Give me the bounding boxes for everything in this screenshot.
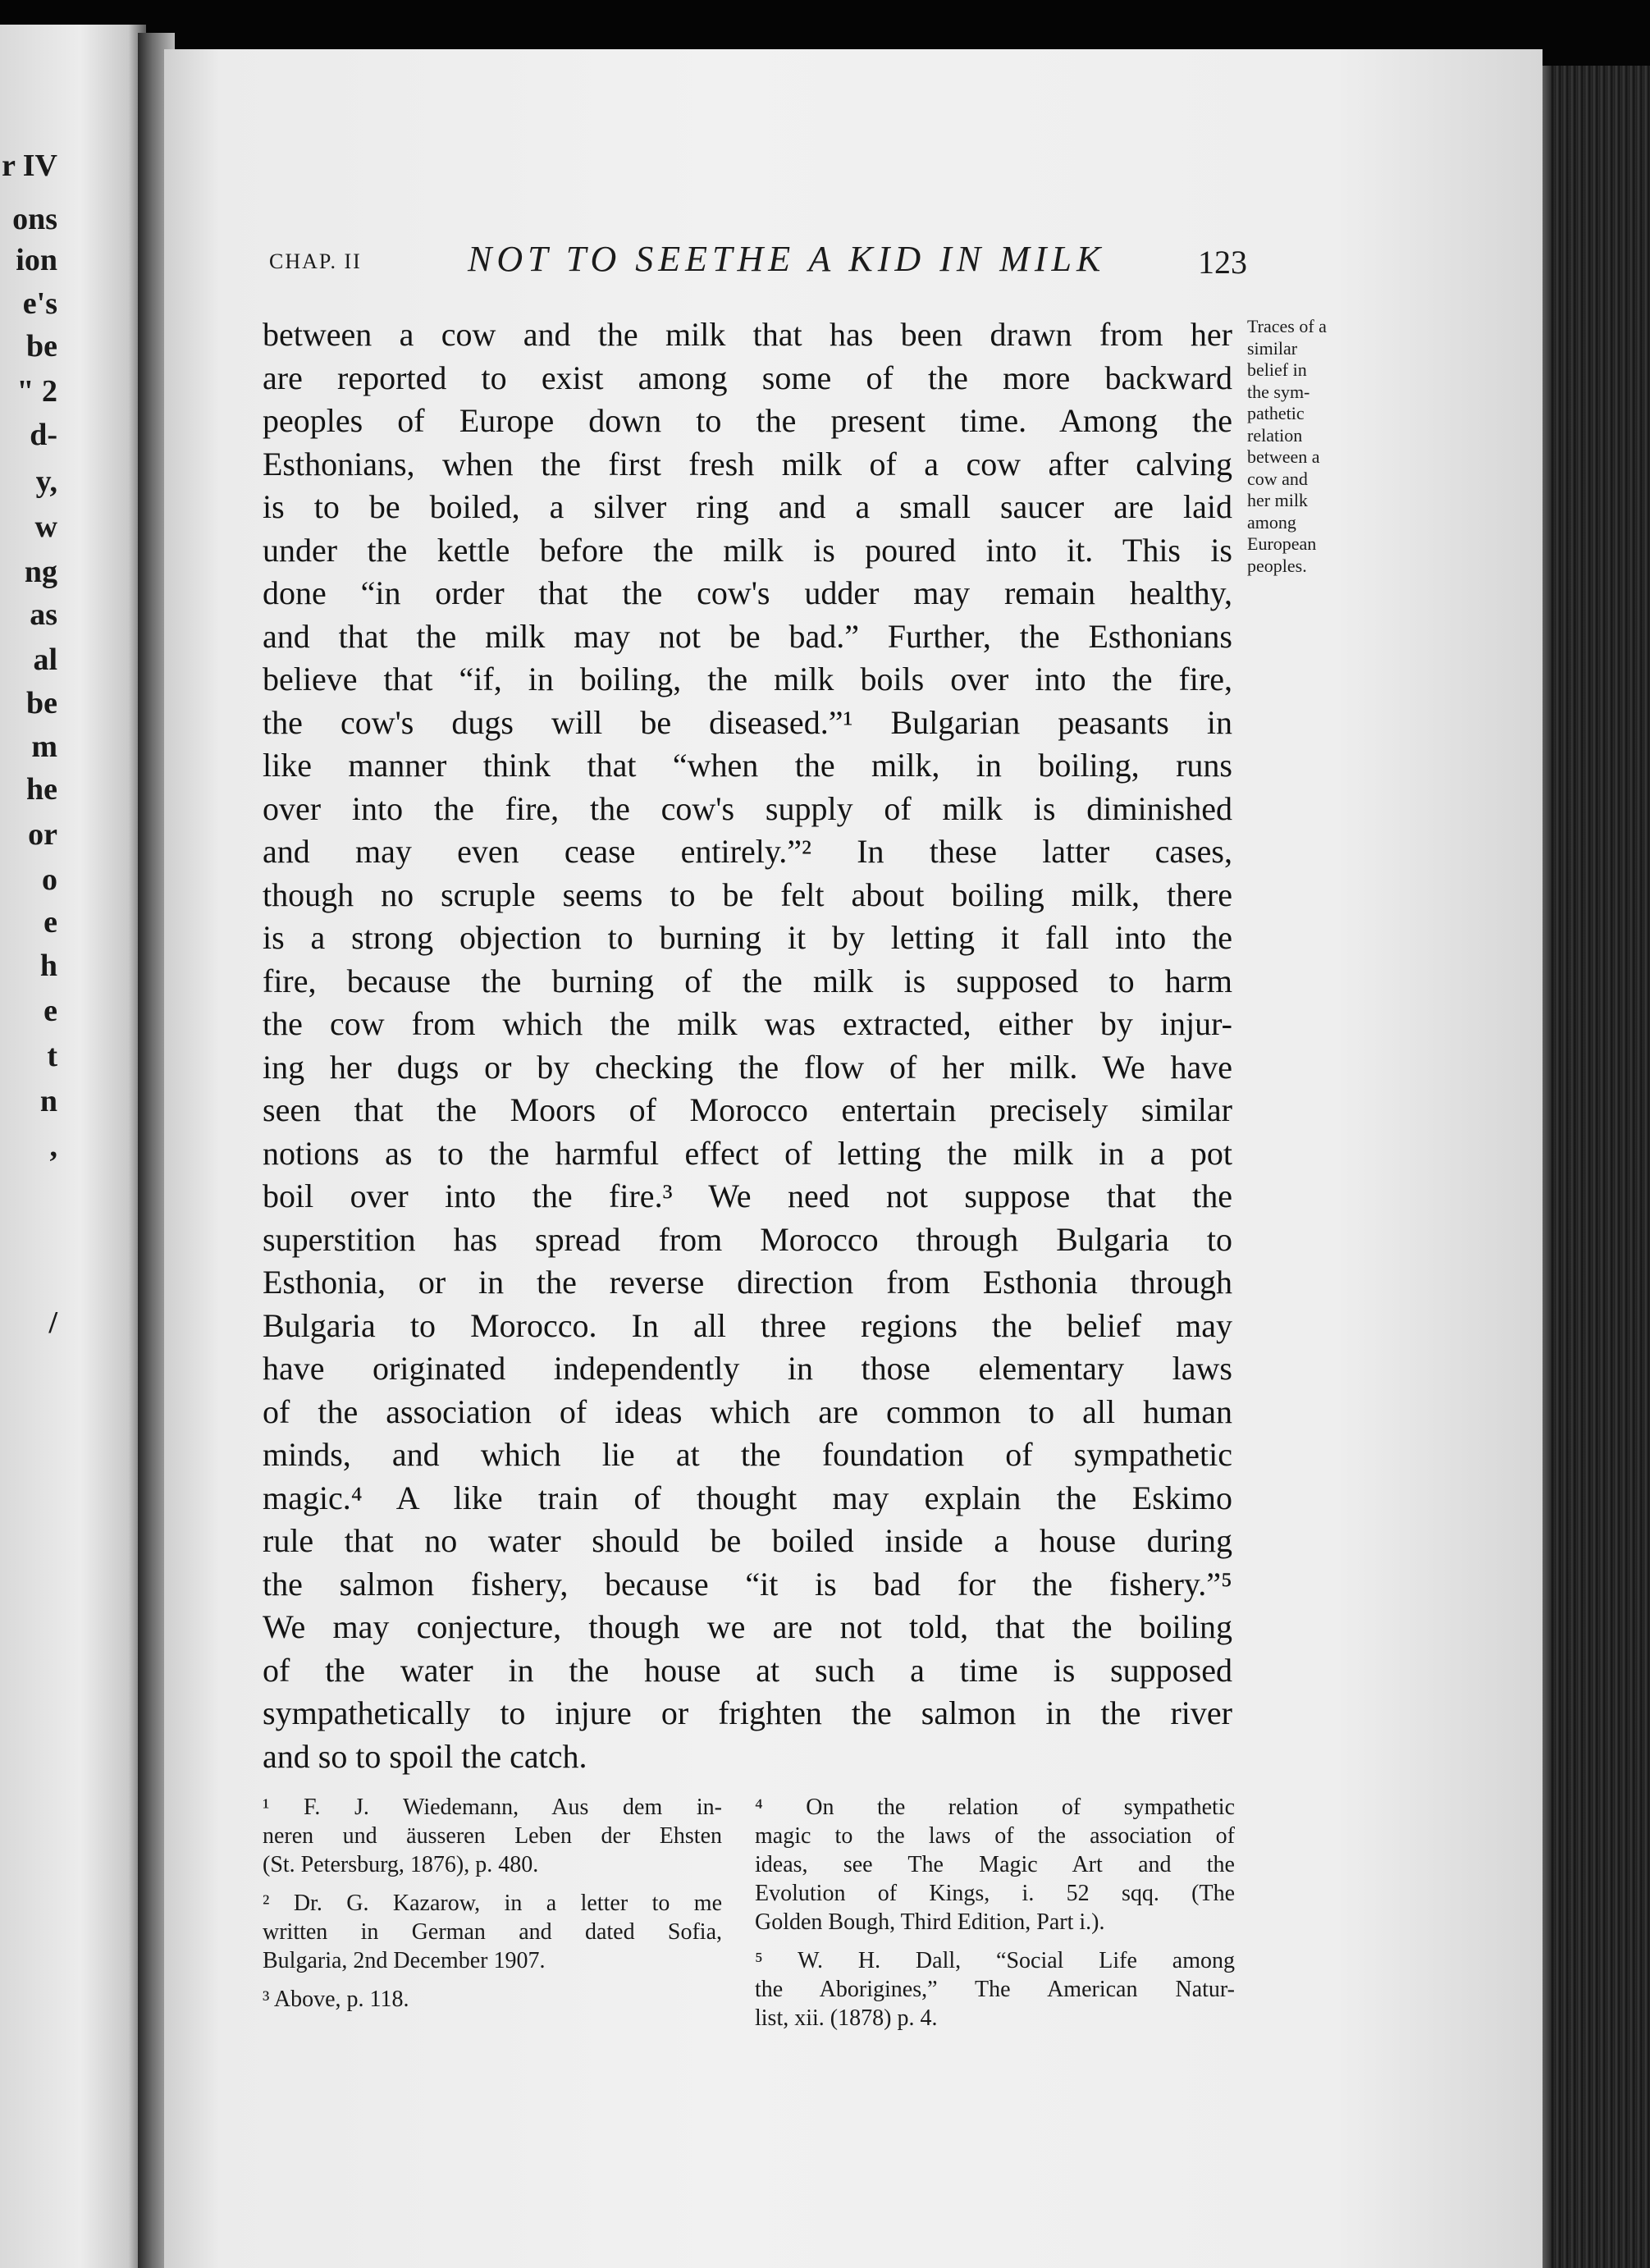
body-text-line: are reported to exist among some of the more backward (263, 359, 1232, 396)
body-text-line: and that the milk may not be bad.” Further, the Esthonians (263, 617, 1232, 655)
left-page-text-fragment: n (39, 1084, 57, 1118)
body-text-line: and so to spoil the catch. (263, 1737, 587, 1775)
footnote-line: neren und äusseren Leben der Ehsten (263, 1823, 722, 1849)
footnote-gap (263, 1879, 722, 1889)
marginal-note-line: between a (1247, 446, 1320, 467)
marginal-note-line: the sym- (1247, 381, 1310, 402)
left-page-text-fragment: / (48, 1305, 57, 1340)
marginal-note-line: among (1247, 511, 1296, 533)
marginal-note-line: cow and (1247, 468, 1308, 489)
footnote-line: written in German and dated Sofia, (263, 1919, 722, 1945)
left-page-text-fragment: ng (24, 555, 57, 589)
left-page-text-fragment: w (34, 510, 57, 544)
marginal-note-line: relation (1247, 424, 1303, 446)
marginal-note-line: her milk (1247, 490, 1308, 510)
body-text-line: notions as to the harmful effect of letting the milk in a pot (263, 1134, 1232, 1172)
marginal-note (1247, 316, 1378, 577)
body-text-line: under the kettle before the milk is poured into it. This is (263, 531, 1232, 569)
left-page-text-fragment: or (28, 817, 57, 852)
footnote-line: ⁵ W. H. Dall, “Social Life among (755, 1948, 1235, 1973)
body-text-line: minds, and which lie at the foundation of sympathetic (263, 1436, 1232, 1473)
body-text-line: though no scruple seems to be felt about boiling milk, there (263, 876, 1232, 913)
body-text-line: the cow's dugs will be diseased.”¹ Bulgarian peasants in (263, 703, 1232, 741)
body-text-line: believe that “if, in boiling, the milk boils over into the fire, (263, 661, 1232, 697)
body-text-line: between a cow and the milk that has been drawn from her (263, 316, 1232, 353)
footnote-line: magic to the laws of the association of (755, 1823, 1235, 1849)
left-page-text-fragment: he (26, 772, 57, 807)
footnotes-left-column (263, 1793, 722, 2014)
marginal-note-line: belief in (1247, 359, 1307, 380)
left-page-fragment (0, 25, 146, 2268)
footnote-line: ¹ F. J. Wiedemann, Aus dem in- (263, 1795, 722, 1820)
marginal-note-line: Traces of a (1247, 316, 1327, 336)
body-text-line: magic.⁴ A like train of thought may explain the Eskimo (263, 1479, 1232, 1516)
body-text-line: seen that the Moors of Morocco entertain precisely similar (263, 1091, 1232, 1128)
body-text-line: ing her dugs or by checking the flow of her milk. We have (263, 1048, 1232, 1086)
body-text-line: fire, because the burning of the milk is supposed to harm (263, 962, 1232, 999)
footnote-line: ² Dr. G. Kazarow, in a letter to me (263, 1891, 722, 1916)
body-text (263, 313, 1232, 1778)
page-number: 123 (1198, 244, 1247, 281)
marginal-note-line: pathetic (1247, 403, 1305, 423)
footnote-gap (263, 1975, 722, 1985)
marginal-note-line: peoples. (1247, 555, 1307, 576)
marginal-note-line: similar (1247, 337, 1298, 359)
left-page-text-fragment: r IV (2, 149, 57, 183)
body-text-line: like manner think that “when the milk, in boiling, runs (263, 747, 1232, 784)
body-text-line: of the water in the house at such a time is supposed (263, 1651, 1232, 1689)
left-page-text-fragment: ons (12, 202, 57, 236)
left-page-text-fragment: d- (30, 418, 57, 452)
body-text-line: peoples of Europe down to the present time. Among the (263, 402, 1232, 439)
footnotes-right-column (755, 1793, 1235, 2033)
body-text-line: Bulgaria to Morocco. In all three regions the belief may (263, 1306, 1232, 1344)
footnote-line: Golden Bough, Third Edition, Part i.). (755, 1909, 1105, 1935)
left-page-text-fragment: , (49, 1129, 57, 1164)
footnote-line: the Aborigines,” The American Natur- (755, 1977, 1235, 2002)
left-page-text-fragment: al (33, 642, 57, 677)
body-text-line: over into the fire, the cow's supply of milk is diminished (263, 789, 1232, 827)
body-text-line: the cow from which the milk was extracted, either by injur- (263, 1005, 1232, 1042)
left-page-text-fragment: as (30, 597, 57, 632)
book-page (164, 49, 1543, 2268)
footnote-line: Bulgaria, 2nd December 1907. (263, 1948, 546, 1973)
body-text-line: Esthonia, or in the reverse direction from Esthonia through (263, 1264, 1232, 1301)
left-page-text-fragment: be (26, 329, 57, 364)
body-text-line: boil over into the fire.³ We need not suppose that the (263, 1177, 1232, 1214)
left-page-text-fragment: h (39, 949, 57, 983)
left-page-text-fragment: e's (22, 286, 57, 321)
body-text-line: the salmon fishery, because “it is bad for the fishery.”⁵ (263, 1565, 1232, 1603)
body-text-line: Esthonians, when the first fresh milk of a cow after calving (263, 445, 1232, 482)
body-text-line: rule that no water should be boiled inside a house during (263, 1522, 1232, 1559)
body-text-line: is a strong objection to burning it by letting it fall into the (263, 919, 1232, 956)
body-text-line: superstition has spread from Morocco through Bulgaria to (263, 1220, 1232, 1258)
left-page-text-fragment: e (43, 994, 57, 1028)
left-page-text-fragment: be (26, 686, 57, 720)
footnote-line: ³ Above, p. 118. (263, 1987, 409, 2012)
left-page-text-fragment: o (42, 862, 57, 897)
body-text-line: and may even cease entirely.”² In these latter cases, (263, 833, 1232, 870)
left-page-text-fragment: " 2 (16, 374, 57, 409)
body-text-line: We may conjecture, though we are not told, that the boiling (263, 1608, 1232, 1645)
page-edges (1533, 66, 1650, 2268)
left-page-text-fragment: e (43, 905, 57, 940)
page-title: NOT TO SEETHE A KID IN MILK (468, 239, 1106, 279)
chapter-label: CHAP. II (269, 249, 362, 273)
footnote-line: list, xii. (1878) p. 4. (755, 2005, 938, 2031)
footnote-line: (St. Petersburg, 1876), p. 480. (263, 1852, 539, 1877)
body-text-line: done “in order that the cow's udder may remain healthy, (263, 574, 1232, 611)
body-text-line: of the association of ideas which are common to all human (263, 1392, 1232, 1430)
running-head (164, 238, 1543, 287)
footnote-line: ⁴ On the relation of sympathetic (755, 1795, 1235, 1820)
body-text-line: is to be boiled, a silver ring and a small saucer are laid (263, 488, 1232, 525)
left-page-text-fragment: m (31, 729, 57, 764)
left-page-text-fragment: ion (16, 243, 57, 277)
left-page-text-fragment: y, (35, 464, 57, 499)
left-page-text-fragment: t (47, 1039, 57, 1073)
body-text-line: sympathetically to injure or frighten the salmon in the river (263, 1694, 1232, 1731)
footnote-line: Evolution of Kings, i. 52 sqq. (The (755, 1881, 1235, 1906)
footnote-gap (755, 1936, 1235, 1946)
footnote-line: ideas, see The Magic Art and the (755, 1852, 1235, 1877)
marginal-note-line: European (1247, 533, 1317, 554)
body-text-line: have originated independently in those elementary laws (263, 1350, 1232, 1387)
